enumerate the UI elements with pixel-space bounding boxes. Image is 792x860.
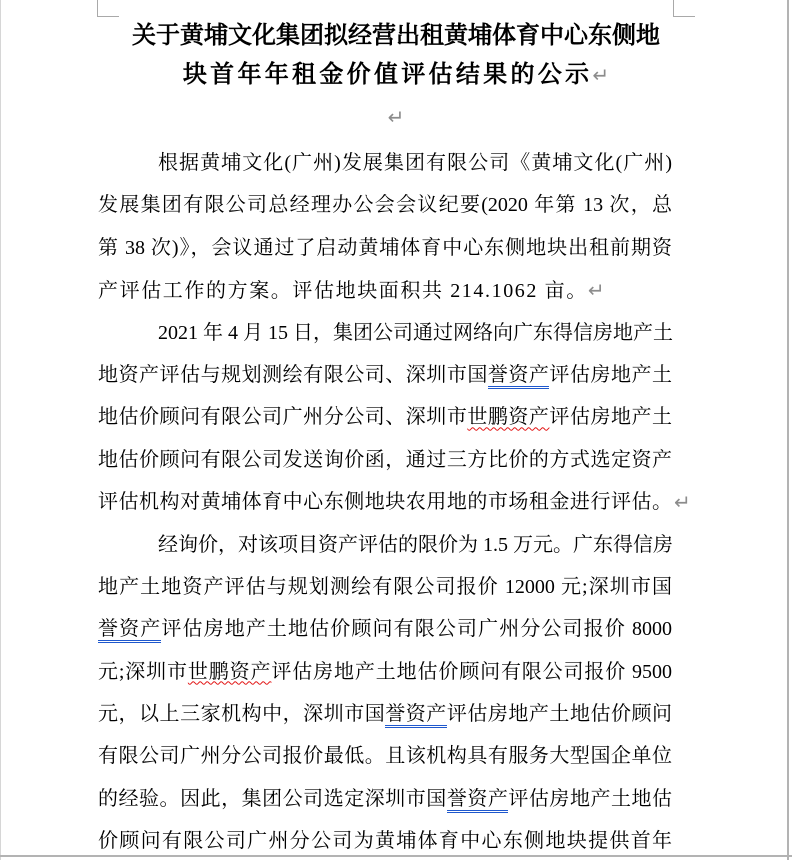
- paragraph-mark-icon: ↵: [674, 490, 691, 515]
- text-line: [98, 184, 672, 226]
- text-segment: 评估房地产土地估: [508, 787, 673, 810]
- text-segment: 元;深圳市: [98, 660, 188, 683]
- grammar-underline-segment: 誉资产: [447, 788, 509, 813]
- text-line: [98, 269, 672, 311]
- title-line-2: [0, 56, 792, 95]
- text-segment: 地估价顾问有限公司广州分公司、深圳市: [98, 406, 468, 429]
- page-edge-left: [0, 0, 1, 860]
- spell-underline-segment: 世鹏资产: [187, 660, 272, 683]
- title-text: 块首年年租金价值评估结果的公示: [182, 62, 593, 88]
- text-line: [98, 354, 672, 396]
- paragraph-1: [98, 142, 672, 312]
- text-segment: 地资产评估与规划测绘有限公司、深圳市国: [98, 363, 488, 386]
- text-line: [98, 142, 672, 184]
- text-segment: 评估机构对黄埔体育中心东侧地块农用地的市场租金进行评估。: [98, 491, 672, 514]
- text-line: [98, 439, 672, 481]
- text-segment: 经询价，对该项目资产评估的限价为 1.5 万元。广东得信房: [158, 533, 673, 556]
- text-line: [98, 651, 672, 693]
- grammar-underline-segment: 誉资产: [98, 618, 161, 643]
- text-line: [98, 396, 672, 438]
- spell-underline-segment: 世鹏资产: [467, 406, 550, 429]
- page-edge-bottom: [0, 855, 792, 857]
- text-segment: 评估房地产土地估价顾问有限公司广州分公司报价 8000: [161, 618, 673, 641]
- text-line: [98, 735, 672, 777]
- text-line: [98, 608, 672, 650]
- grammar-underline-segment: 誉资产: [488, 364, 550, 389]
- paragraph-2: [98, 312, 691, 524]
- text-line: [98, 227, 672, 269]
- paragraph-mark-icon: ↵: [387, 105, 405, 129]
- text-segment: 评估房地产土地估价顾问: [446, 703, 673, 726]
- text-line: [98, 524, 672, 566]
- text-boundary-corner-mark-right: [673, 0, 695, 17]
- document-title: [0, 17, 792, 95]
- grammar-underline-segment: 誉资产: [385, 703, 447, 728]
- text-line: [98, 481, 691, 523]
- text-segment: 地产土地资产评估与规划测绘有限公司报价 12000 元;深圳市国: [98, 575, 672, 598]
- text-line: [98, 312, 672, 354]
- document-body: [98, 142, 691, 860]
- text-segment: 元，以上三家机构中，深圳市国: [98, 703, 386, 726]
- title-text: 关于黄埔文化集团拟经营出租黄埔体育中心东侧地: [132, 23, 660, 49]
- text-segment: 根据黄埔文化(广州)发展集团有限公司《黄埔文化(广州): [158, 152, 672, 174]
- text-segment: 产评估工作的方案。评估地块面积共 214.1062 亩。: [98, 280, 588, 303]
- empty-paragraph: [0, 100, 792, 134]
- text-segment: 发展集团有限公司总经理办公会会议纪要(2020 年第 13 次，总: [98, 194, 672, 217]
- text-segment: 价顾问有限公司广州分公司为黄埔体育中心东侧地块提供首年: [98, 830, 672, 853]
- text-line: [98, 566, 672, 608]
- text-segment: 的经验。因此，集团公司选定深圳市国: [98, 787, 447, 810]
- paragraph-3: [98, 524, 672, 860]
- text-segment: 评估房地产土地估价顾问有限公司报价 9500: [271, 660, 673, 683]
- paragraph-mark-icon: ↵: [592, 63, 610, 87]
- paragraph-mark-icon: ↵: [587, 278, 605, 303]
- text-segment: 地估价顾问有限公司发送询价函，通过三方比价的方式选定资产: [98, 448, 672, 471]
- text-segment: 有限公司广州分公司报价最低。且该机构具有服务大型国企单位: [98, 745, 672, 768]
- text-line: [98, 778, 672, 820]
- title-line-1: [0, 17, 792, 56]
- text-boundary-corner-mark-left: [97, 0, 119, 17]
- text-segment: 2021 年 4 月 15 日，集团公司通过网络向广东得信房地产土: [158, 321, 673, 344]
- page-edge-right: [787, 0, 789, 860]
- text-segment: 第 38 次)》，会议通过了启动黄埔体育中心东侧地块出租前期资: [98, 236, 672, 259]
- text-segment: 评估房地产土: [549, 406, 673, 429]
- text-segment: 评估房地产土: [549, 363, 673, 386]
- text-line: [98, 693, 672, 735]
